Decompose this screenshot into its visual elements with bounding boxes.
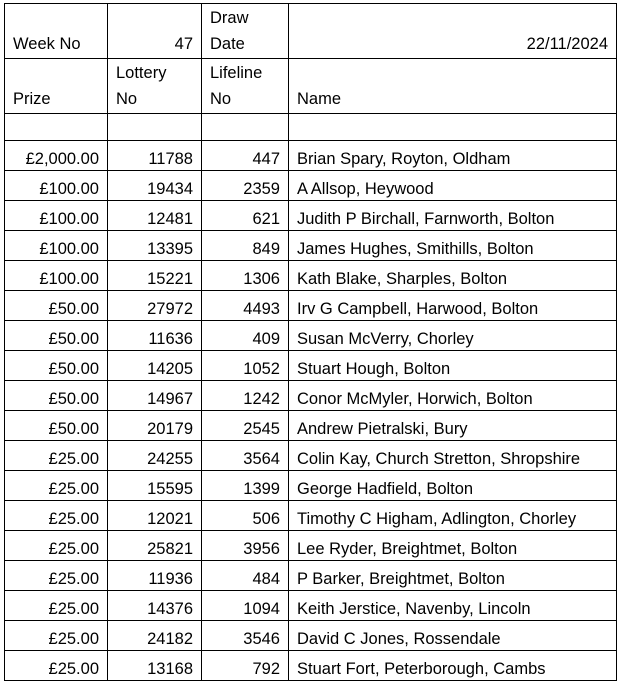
lifeline-no-column-header xyxy=(202,59,289,114)
name-cell: James Hughes, Smithills, Bolton xyxy=(289,231,617,261)
prize-cell: £25.00 xyxy=(5,561,108,591)
lottery-no-cell: 14205 xyxy=(108,351,202,381)
table-row xyxy=(5,411,617,441)
draw-date-label xyxy=(202,4,289,59)
lottery-no-column-header xyxy=(108,59,202,114)
prize-cell: £25.00 xyxy=(5,501,108,531)
prize-cell: £100.00 xyxy=(5,171,108,201)
winners-rows xyxy=(5,141,617,681)
prize-cell: £2,000.00 xyxy=(5,141,108,171)
name-cell: Conor McMyler, Horwich, Bolton xyxy=(289,381,617,411)
lifeline-no-cell: 4493 xyxy=(202,291,289,321)
lifeline-no-cell: 1399 xyxy=(202,471,289,501)
table-row xyxy=(5,261,617,291)
lifeline-no-cell: 1242 xyxy=(202,381,289,411)
name-cell: Kath Blake, Sharples, Bolton xyxy=(289,261,617,291)
lifeline-no-cell: 484 xyxy=(202,561,289,591)
lifeline-no-cell: 1306 xyxy=(202,261,289,291)
prize-cell: £50.00 xyxy=(5,351,108,381)
lifeline-no-cell: 3546 xyxy=(202,621,289,651)
blank-cell xyxy=(108,114,202,141)
lottery-no-cell: 11936 xyxy=(108,561,202,591)
name-cell: Brian Spary, Royton, Oldham xyxy=(289,141,617,171)
lottery-no-header-text: Lottery No xyxy=(116,64,167,108)
lifeline-no-cell: 409 xyxy=(202,321,289,351)
table-row xyxy=(5,561,617,591)
lifeline-no-cell: 621 xyxy=(202,201,289,231)
name-cell: Andrew Pietralski, Bury xyxy=(289,411,617,441)
table-row xyxy=(5,441,617,471)
name-cell: Colin Kay, Church Stretton, Shropshire xyxy=(289,441,617,471)
name-cell: Judith P Birchall, Farnworth, Bolton xyxy=(289,201,617,231)
lottery-no-cell: 27972 xyxy=(108,291,202,321)
draw-date-value: 22/11/2024 xyxy=(289,4,617,59)
name-cell: David C Jones, Rossendale xyxy=(289,621,617,651)
name-cell: Keith Jerstice, Navenby, Lincoln xyxy=(289,591,617,621)
prize-cell: £50.00 xyxy=(5,321,108,351)
name-cell: Irv G Campbell, Harwood, Bolton xyxy=(289,291,617,321)
lottery-no-cell: 13395 xyxy=(108,231,202,261)
lifeline-no-cell: 1052 xyxy=(202,351,289,381)
lottery-no-cell: 11788 xyxy=(108,141,202,171)
prize-cell: £50.00 xyxy=(5,381,108,411)
table-row xyxy=(5,381,617,411)
week-no-value: 47 xyxy=(108,4,202,59)
name-cell: Susan McVerry, Chorley xyxy=(289,321,617,351)
prize-cell: £25.00 xyxy=(5,441,108,471)
blank-cell xyxy=(202,114,289,141)
name-cell: Stuart Fort, Peterborough, Cambs xyxy=(289,651,617,681)
lifeline-no-cell: 506 xyxy=(202,501,289,531)
lottery-no-cell: 14967 xyxy=(108,381,202,411)
prize-cell: £100.00 xyxy=(5,201,108,231)
name-cell: George Hadfield, Bolton xyxy=(289,471,617,501)
name-cell: Timothy C Higham, Adlington, Chorley xyxy=(289,501,617,531)
column-header-row xyxy=(5,59,617,114)
prize-cell: £50.00 xyxy=(5,291,108,321)
table-row xyxy=(5,291,617,321)
winners-table xyxy=(4,3,617,681)
lottery-no-cell: 15221 xyxy=(108,261,202,291)
prize-cell: £100.00 xyxy=(5,261,108,291)
prize-cell: £50.00 xyxy=(5,411,108,441)
lifeline-no-cell: 3956 xyxy=(202,531,289,561)
lottery-no-cell: 12021 xyxy=(108,501,202,531)
table-row xyxy=(5,171,617,201)
table-row xyxy=(5,651,617,681)
draw-date-label-text: Draw Date xyxy=(210,9,249,53)
table-row xyxy=(5,471,617,501)
name-cell: Stuart Hough, Bolton xyxy=(289,351,617,381)
lifeline-no-header-text: Lifeline No xyxy=(210,64,263,108)
blank-cell xyxy=(5,114,108,141)
lifeline-no-cell: 792 xyxy=(202,651,289,681)
table-row xyxy=(5,201,617,231)
prize-cell: £25.00 xyxy=(5,471,108,501)
week-no-label: Week No xyxy=(5,4,108,59)
name-cell: Lee Ryder, Breightmet, Bolton xyxy=(289,531,617,561)
lifeline-no-cell: 849 xyxy=(202,231,289,261)
table-row xyxy=(5,621,617,651)
prize-column-header: Prize xyxy=(5,59,108,114)
table-row xyxy=(5,501,617,531)
name-cell: P Barker, Breightmet, Bolton xyxy=(289,561,617,591)
lifeline-no-cell: 2545 xyxy=(202,411,289,441)
prize-cell: £25.00 xyxy=(5,531,108,561)
lottery-no-cell: 11636 xyxy=(108,321,202,351)
name-cell: A Allsop, Heywood xyxy=(289,171,617,201)
name-column-header: Name xyxy=(289,59,617,114)
lottery-no-cell: 20179 xyxy=(108,411,202,441)
blank-row xyxy=(5,114,617,141)
table-row xyxy=(5,141,617,171)
prize-cell: £25.00 xyxy=(5,621,108,651)
lifeline-no-cell: 2359 xyxy=(202,171,289,201)
table-row xyxy=(5,351,617,381)
prize-cell: £25.00 xyxy=(5,591,108,621)
lottery-no-cell: 14376 xyxy=(108,591,202,621)
lifeline-no-cell: 1094 xyxy=(202,591,289,621)
lottery-no-cell: 24255 xyxy=(108,441,202,471)
prize-cell: £25.00 xyxy=(5,651,108,681)
lottery-no-cell: 24182 xyxy=(108,621,202,651)
table-row xyxy=(5,321,617,351)
blank-cell xyxy=(289,114,617,141)
lottery-no-cell: 19434 xyxy=(108,171,202,201)
lottery-no-cell: 12481 xyxy=(108,201,202,231)
lottery-no-cell: 25821 xyxy=(108,531,202,561)
lifeline-no-cell: 447 xyxy=(202,141,289,171)
table-row xyxy=(5,531,617,561)
table-row xyxy=(5,591,617,621)
prize-cell: £100.00 xyxy=(5,231,108,261)
table-row xyxy=(5,231,617,261)
lottery-no-cell: 15595 xyxy=(108,471,202,501)
lottery-no-cell: 13168 xyxy=(108,651,202,681)
lifeline-no-cell: 3564 xyxy=(202,441,289,471)
week-header-row xyxy=(5,4,617,59)
